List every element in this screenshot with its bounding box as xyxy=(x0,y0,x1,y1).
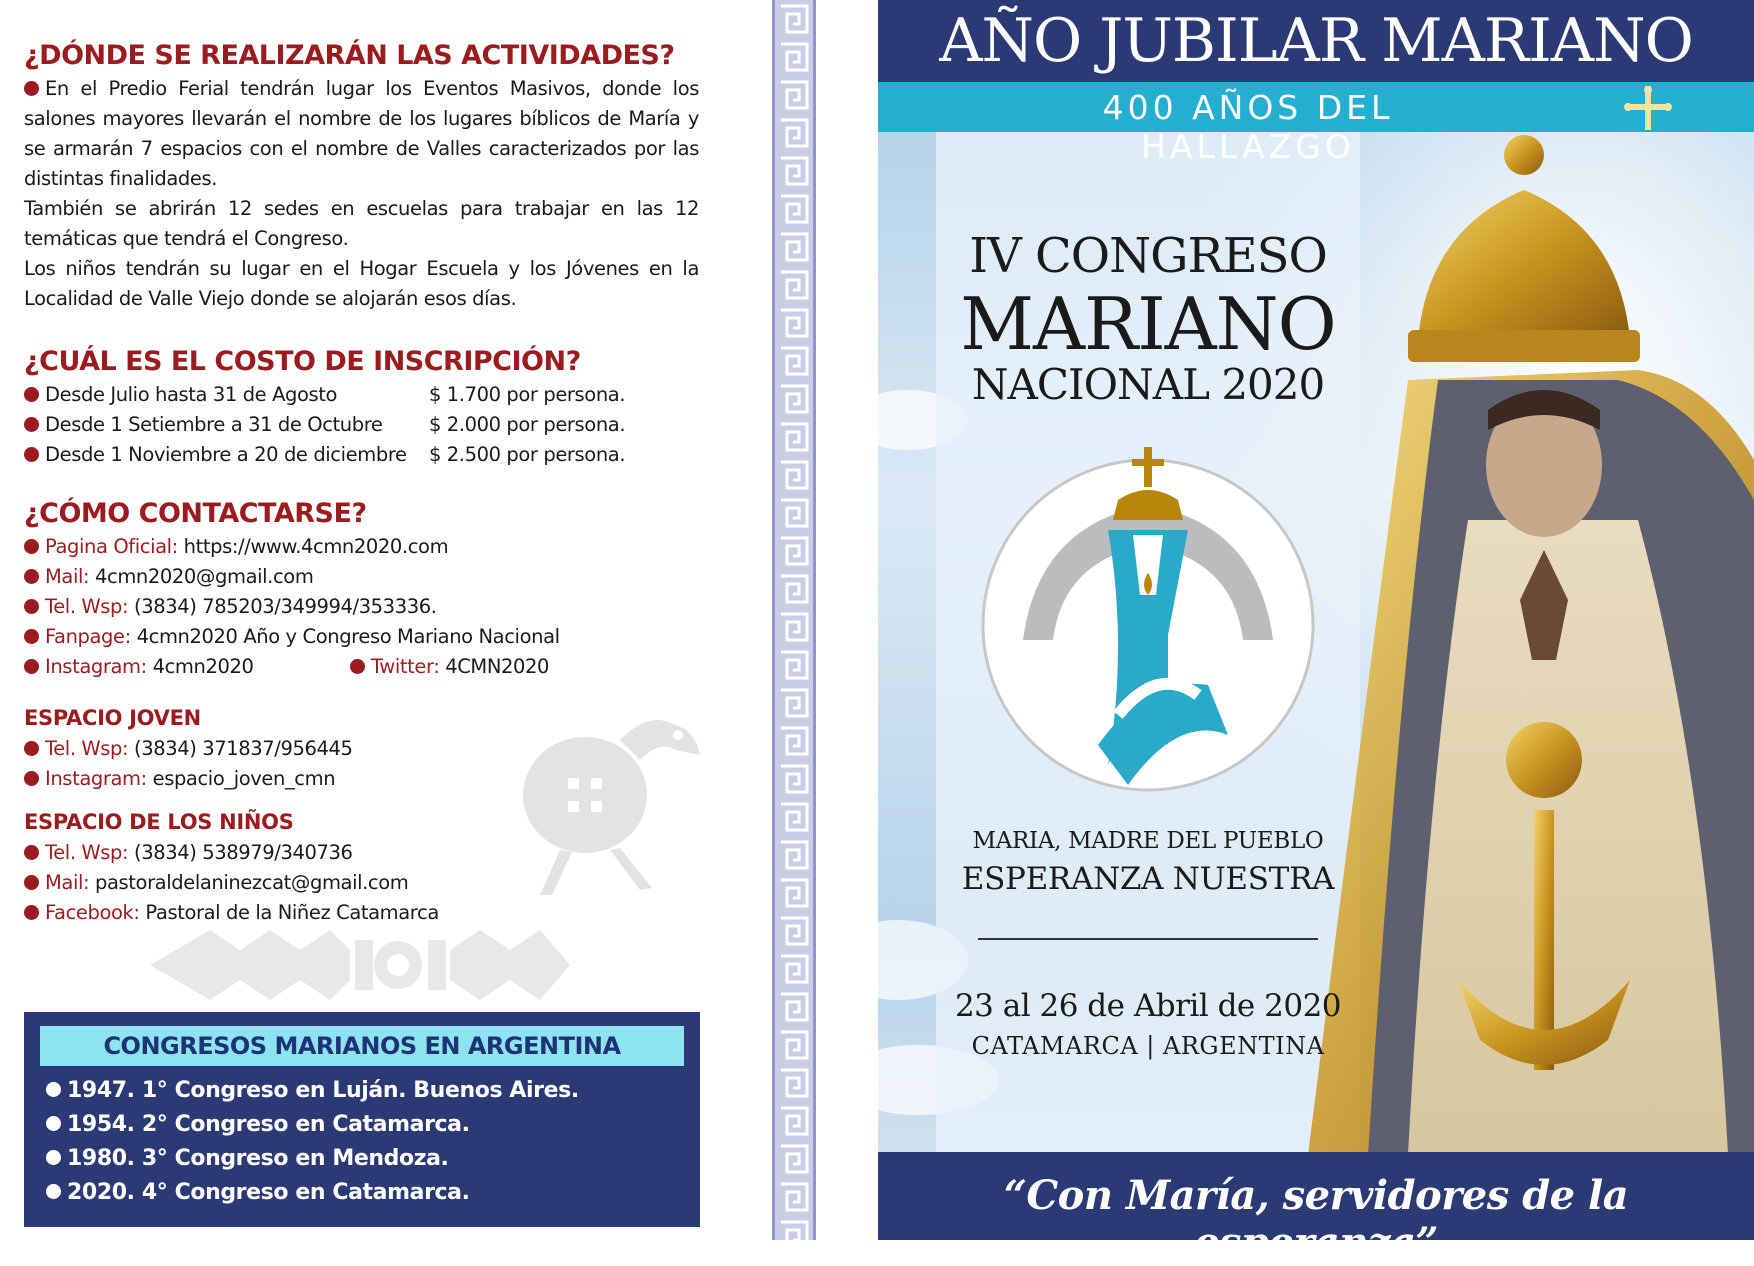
argentina-item: 1947. 1° Congreso en Luján. Buenos Aires. xyxy=(46,1078,579,1103)
congress-line-3: NACIONAL 2020 xyxy=(971,360,1325,409)
joven-title: ESPACIO JOVEN xyxy=(24,706,201,730)
contact-instagram: Instagram: 4cmn2020 xyxy=(24,652,254,682)
contact-title: ¿CÓMO CONTACTARSE? xyxy=(24,498,367,529)
congress-line-2: MARIANO xyxy=(960,282,1336,366)
jubilee-title: AÑO JUBILAR MARIANO xyxy=(939,6,1693,76)
bullet-icon xyxy=(24,875,39,890)
cost-row: Desde Julio hasta 31 de Agosto $ 1.700 por persona. xyxy=(24,380,704,410)
contact-twitter: Twitter: 4CMN2020 xyxy=(350,652,549,682)
bullet-icon xyxy=(24,629,39,644)
where-paragraph-2: También se abrirán 12 sedes en escuelas para trabajar en las 12 temáticas que tendrá el Congreso. xyxy=(24,197,699,250)
event-date: 23 al 26 de Abril de 2020 xyxy=(954,988,1342,1024)
contact-tel: Tel. Wsp: (3834) 785203/349994/353336. xyxy=(24,592,437,622)
cross-ornament-icon xyxy=(1618,84,1678,132)
bullet-icon xyxy=(24,81,39,96)
bullet-icon xyxy=(350,659,365,674)
slogan-quote: “Con María, servidores de la esperanza” xyxy=(1003,1172,1629,1266)
ninos-facebook: Facebook: Pastoral de la Niñez Catamarca xyxy=(24,898,439,928)
where-title: ¿DÓNDE SE REALIZARÁN LAS ACTIVIDADES? xyxy=(24,40,675,71)
argentina-item: 2020. 4° Congreso en Catamarca. xyxy=(46,1180,470,1205)
bullet-icon xyxy=(24,771,39,786)
greek-key-pattern-icon xyxy=(775,0,813,1240)
bullet-icon xyxy=(24,599,39,614)
cost-title: ¿CUÁL ES EL COSTO DE INSCRIPCIÓN? xyxy=(24,346,581,377)
bullet-icon xyxy=(24,659,39,674)
virgin-statue-illustration xyxy=(1308,80,1754,1155)
fish-decoration-icon xyxy=(150,920,570,1010)
ninos-title: ESPACIO DE LOS NIÑOS xyxy=(24,810,294,834)
contact-web: Pagina Oficial: https://www.4cmn2020.com xyxy=(24,532,448,562)
bullet-icon xyxy=(24,447,39,462)
bullet-icon xyxy=(24,741,39,756)
bullet-icon xyxy=(24,539,39,554)
bird-decoration-icon xyxy=(500,700,720,900)
cost-row: Desde 1 Noviembre a 20 de diciembre $ 2.500 por persona. xyxy=(24,440,704,470)
argentina-item: 1954. 2° Congreso en Catamarca. xyxy=(46,1112,470,1137)
anniversary-subtitle: 400 AÑOS DEL HALLAZGO xyxy=(1102,88,1394,166)
bullet-icon xyxy=(46,1116,61,1131)
web-link[interactable]: https://www.4cmn2020.com xyxy=(183,535,449,558)
joven-tel: Tel. Wsp: (3834) 371837/956445 xyxy=(24,734,353,764)
joven-instagram: Instagram: espacio_joven_cmn xyxy=(24,764,335,794)
greek-key-border xyxy=(772,0,816,1240)
event-place: CATAMARCA | ARGENTINA xyxy=(971,1032,1325,1060)
left-panel xyxy=(0,0,770,1240)
ninos-mail: Mail: pastoraldelaninezcat@gmail.com xyxy=(24,868,408,898)
where-paragraph-1: En el Predio Ferial tendrán lugar los Eventos Masivos, donde los salones mayores llevarán el nombre de los lugares bíblicos de María y se armarán 7 espacios con el nombre de Valles caracterizados por las distintas finalidades. xyxy=(24,77,699,190)
bullet-icon xyxy=(24,569,39,584)
contact-fanpage: Fanpage: 4cmn2020 Año y Congreso Mariano Nacional xyxy=(24,622,560,652)
where-paragraph-3: Los niños tendrán su lugar en el Hogar Escuela y los Jóvenes en la Localidad de Valle Viejo donde se alojarán esos días. xyxy=(24,257,699,310)
mail-link[interactable]: pastoraldelaninezcat@gmail.com xyxy=(95,871,409,894)
cost-row: Desde 1 Setiembre a 31 de Octubre $ 2.000 por persona. xyxy=(24,410,704,440)
cover-panel xyxy=(878,0,1754,1266)
ninos-tel: Tel. Wsp: (3834) 538979/340736 xyxy=(24,838,353,868)
congress-logo xyxy=(978,445,1318,790)
motto-line-1: MARIA, MADRE DEL PUEBLO xyxy=(972,828,1324,854)
argentina-box xyxy=(24,1012,700,1227)
divider xyxy=(978,938,1318,940)
argentina-title: CONGRESOS MARIANOS EN ARGENTINA xyxy=(40,1026,684,1066)
argentina-item: 1980. 3° Congreso en Mendoza. xyxy=(46,1146,449,1171)
bullet-icon xyxy=(24,845,39,860)
bullet-icon xyxy=(46,1082,61,1097)
bullet-icon xyxy=(46,1184,61,1199)
bullet-icon xyxy=(24,905,39,920)
contact-mail: Mail: 4cmn2020@gmail.com xyxy=(24,562,313,592)
bullet-icon xyxy=(24,417,39,432)
bullet-icon xyxy=(24,387,39,402)
mail-link[interactable]: 4cmn2020@gmail.com xyxy=(95,565,314,588)
bullet-icon xyxy=(46,1150,61,1165)
congress-line-1: IV CONGRESO xyxy=(969,228,1327,284)
motto-line-2: ESPERANZA NUESTRA xyxy=(961,861,1335,897)
